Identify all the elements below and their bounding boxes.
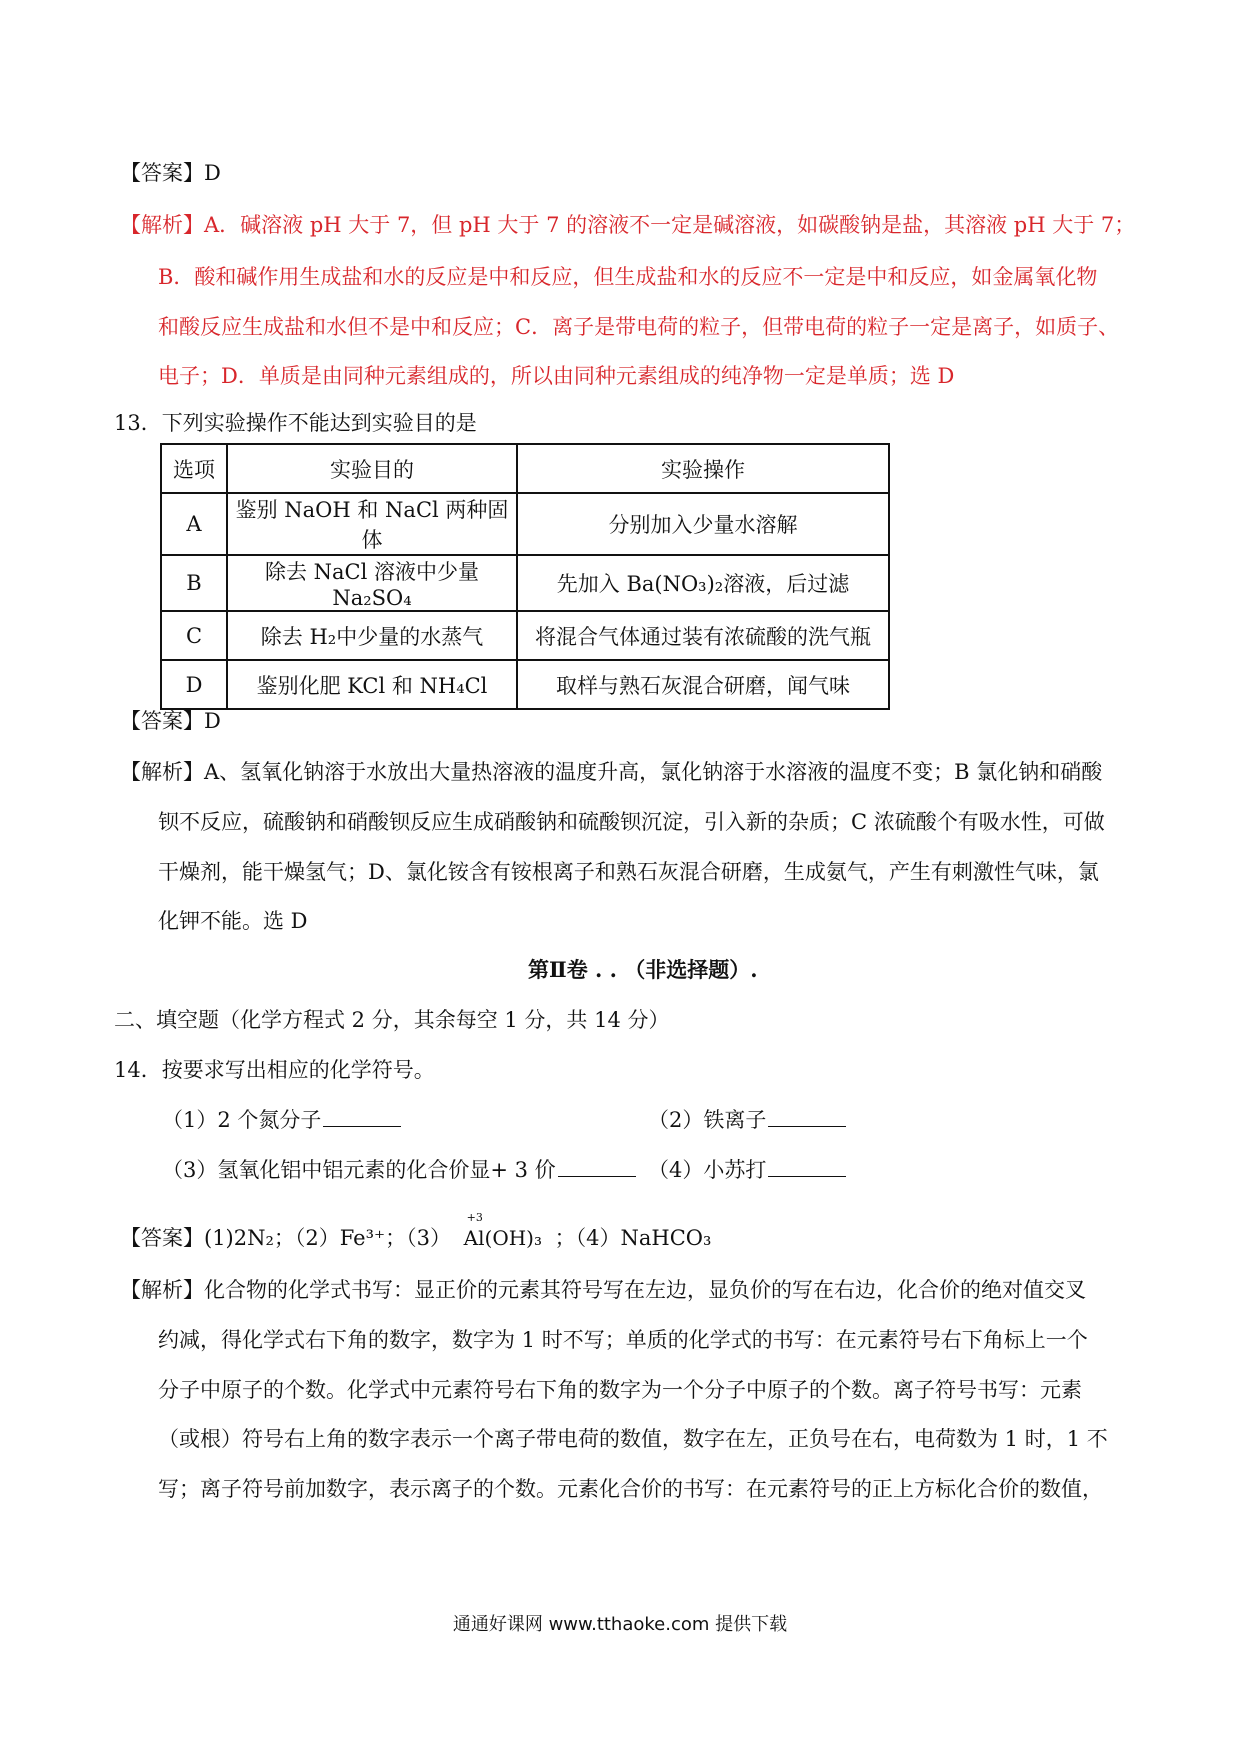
q14-analysis-line-1: 【解析】化合物的化学式书写：显正价的元素其符号写在左边，显负价的写在右边，化合价的绝对值交叉 [120,1278,1086,1302]
table-cell: C [161,611,227,660]
table-cell: A [161,493,227,555]
answer-blank-1[interactable] [323,1106,401,1127]
table-cell: 将混合气体通过装有浓硫酸的洗气瓶 [517,611,889,660]
q13-stem: 13．下列实验操作不能达到实验目的是 [114,411,477,435]
page-footer: 通通好课网 www.tthaoke.com 提供下载 [452,1614,788,1635]
table-header-option: 选项 [161,444,227,493]
q12-analysis-line-4: 电子；D．单质是由同种元素组成的，所以由同种元素组成的纯净物一定是单质；选 D [158,364,955,388]
table-row [161,493,889,555]
q13-analysis-line-1: 【解析】A、氢氧化钠溶于水放出大量热溶液的温度升高，氯化钠溶于水溶液的温度不变；B 氯化钠和硝酸 [120,760,1103,784]
q14-item-2 [648,1105,846,1135]
q12-analysis-line-2: B．酸和碱作用生成盐和水的反应是中和反应，但生成盐和水的反应不一定是中和反应，如金属氧化物 [158,265,1098,289]
aluminum-hydroxide-formula [463,1211,542,1253]
q14-item-3-label: （3）氢氧化铝中铝元素的化合价显+ 3 价 [162,1158,556,1182]
table-cell: 除去 H₂中少量的水蒸气 [227,611,517,660]
q14-analysis-line-4: （或根）符号右上角的数字表示一个离子带电荷的数值，数字在左，正负号在右，电荷数为 1 时，1 不 [158,1427,1108,1451]
table-header-operation: 实验操作 [517,444,889,493]
table-cell: 鉴别 NaOH 和 NaCl 两种固体 [227,493,517,555]
table-row [161,555,889,611]
section-title: 第Ⅱ卷 . . （非选择题）. [528,957,758,982]
answer-blank-3[interactable] [558,1156,636,1177]
q14-item-4-label: （4）小苏打 [648,1158,767,1182]
q14-stem: 14．按要求写出相应的化学符号。 [114,1058,435,1082]
q12-analysis-line-3: 和酸反应生成盐和水但不是中和反应；C．离子是带电荷的粒子，但带电荷的粒子一定是离子，如质子、 [158,315,1120,339]
valence-label: +3 [466,1211,483,1224]
table-cell: 分别加入少量水溶解 [517,493,889,555]
q13-analysis-line-3: 干燥剂，能干燥氢气；D、氯化铵含有铵根离子和熟石灰混合研磨，生成氨气，产生有刺激性气味，氯 [158,860,1099,884]
q14-analysis-line-5: 写；离子符号前加数字，表示离子的个数。元素化合价的书写：在元素符号的正上方标化合价的数值， [158,1477,1103,1501]
table-cell: 鉴别化肥 KCl 和 NH₄Cl [227,660,517,709]
q12-analysis-line-1: 【解析】A．碱溶液 pH 大于 7，但 pH 大于 7 的溶液不一定是碱溶液，如碳酸钠是盐，其溶液 pH 大于 7； [120,213,1136,237]
table-cell: 先加入 Ba(NO₃)₂溶液，后过滤 [517,555,889,611]
table-row [161,660,889,709]
q14-answer [120,1211,712,1253]
q12-answer: 【答案】D [120,161,221,185]
q14-analysis-line-3: 分子中原子的个数。化学式中元素符号右下角的数字为一个分子中原子的个数。离子符号书写：元素 [158,1378,1082,1402]
table-header-row [161,444,889,493]
table-cell: D [161,660,227,709]
q14-answer-prefix: 【答案】(1)2N₂；（2）Fe³⁺；（3） [120,1226,451,1250]
table-cell: 除去 NaCl 溶液中少量 Na₂SO₄ [227,555,517,611]
q14-answer-suffix: ；（4）NaHCO₃ [554,1226,712,1250]
answer-blank-4[interactable] [768,1156,846,1177]
q13-answer: 【答案】D [120,709,221,733]
table-row [161,611,889,660]
q14-item-3 [162,1155,636,1185]
q14-item-2-label: （2）铁离子 [648,1108,767,1132]
formula-text: Al(OH)₃ [463,1226,542,1250]
q14-item-4 [648,1155,846,1185]
q14-analysis-line-2: 约减，得化学式右下角的数字，数字为 1 时不写；单质的化学式的书写：在元素符号右下角标上一个 [158,1328,1088,1352]
fill-in-title: 二、填空题（化学方程式 2 分，其余每空 1 分，共 14 分） [114,1008,670,1032]
q13-analysis-line-2: 钡不反应，硫酸钠和硝酸钡反应生成硝酸钠和硫酸钡沉淀，引入新的杂质；C 浓硫酸个有吸水性，可做 [158,810,1105,834]
table-cell: 取样与熟石灰混合研磨，闻气味 [517,660,889,709]
q14-item-1-label: （1）2 个氮分子 [162,1108,322,1132]
q14-item-1 [162,1105,401,1135]
table-header-purpose: 实验目的 [227,444,517,493]
answer-blank-2[interactable] [768,1106,846,1127]
table-cell: B [161,555,227,611]
q13-analysis-line-4: 化钾不能。选 D [158,909,308,933]
experiment-table [160,443,890,710]
